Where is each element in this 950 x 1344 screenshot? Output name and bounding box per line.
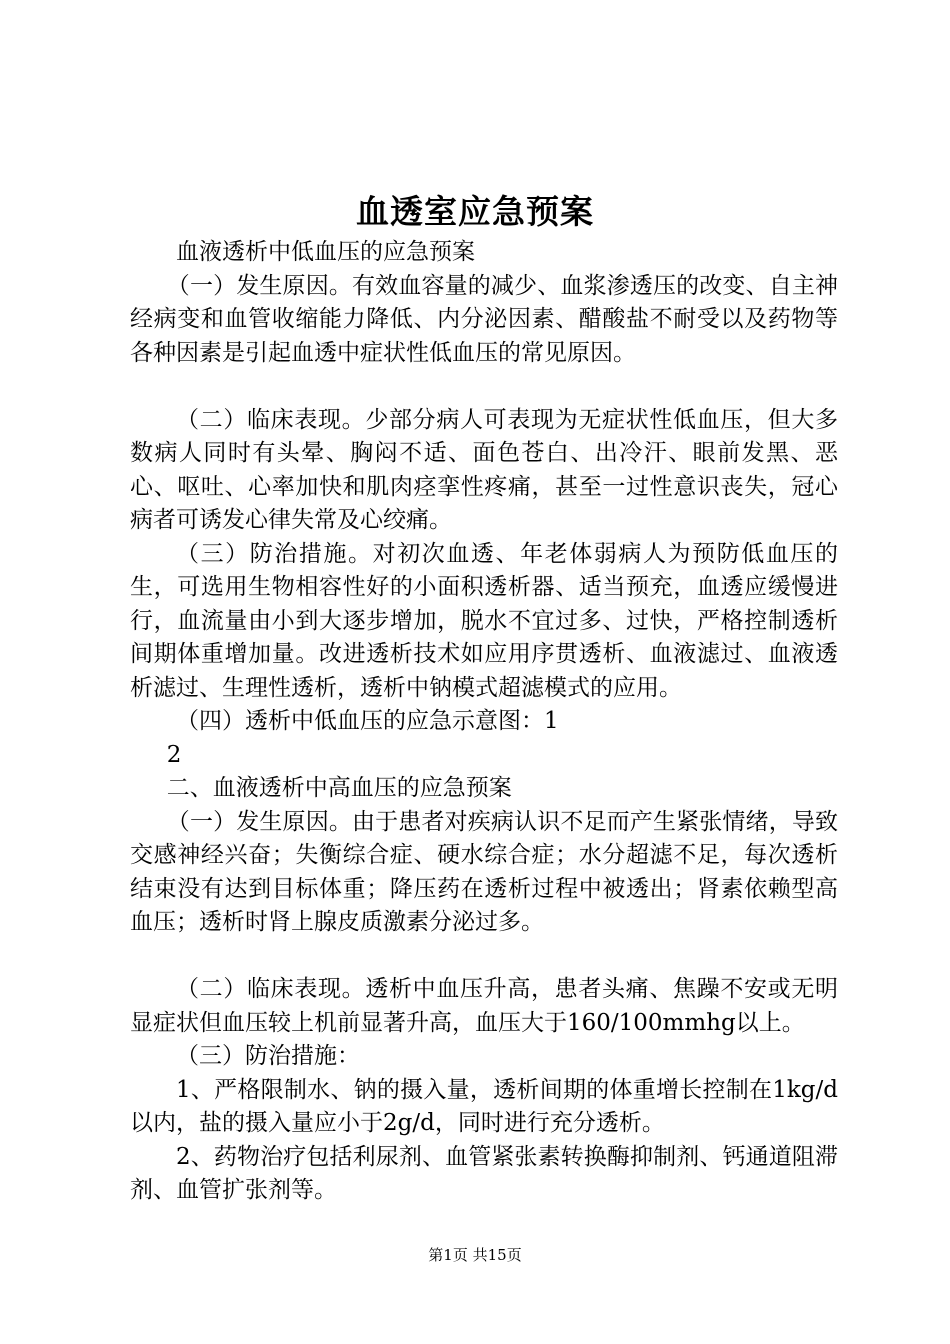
section-heading-hypertension: 二、血液透析中高血压的应急预案: [166, 775, 512, 801]
page-footer: 第1页 共15页: [428, 1246, 522, 1264]
paragraph-diagram-ref: （四）透析中低血压的应急示意图：1: [176, 708, 559, 734]
paragraph-cause-2: （一）发生原因。由于患者对疾病认识不足而产生紧张情绪，导致交感神经兴奋；失衡综合症、硬水综合症；水分超滤不足，每次透析结束没有达到目标体重；降压药在透析过程中被透出；肾素依赖型高血压；透析时肾上腺皮质激素分泌过多。: [130, 808, 838, 935]
paragraph-measures-1: （三）防治措施。对初次血透、年老体弱病人为预防低血压的生，可选用生物相容性好的小面积透析器、适当预充，血透应缓慢进行，血流量由小到大逐步增加，脱水不宜过多、过快，严格控制透析间期体重增加量。改进透析技术如应用序贯透析、血液滤过、血液透析滤过、生理性透析，透析中钠模式超滤模式的应用。: [130, 540, 838, 701]
paragraph-number: 2: [166, 741, 182, 768]
paragraph-measures-heading: （三）防治措施：: [176, 1043, 360, 1069]
paragraph-cause-1: （一）发生原因。有效血容量的减少、血浆渗透压的改变、自主神经病变和血管收缩能力降低、内分泌因素、醋酸盐不耐受以及药物等各种因素是引起血透中症状性低血压的常见原因。: [130, 272, 838, 366]
document-body: [130, 236, 838, 1208]
paragraph-symptoms-2: （二）临床表现。透析中血压升高，患者头痛、焦躁不安或无明显症状但血压较上机前显著升高，血压大于160/100mmhg以上。: [130, 976, 838, 1036]
paragraph-measure-item-1: 1、严格限制水、钠的摄入量，透析间期的体重增长控制在1kg/d以内，盐的摄入量应小于2g/d，同时进行充分透析。: [130, 1076, 838, 1136]
paragraph-measure-item-2: 2、药物治疗包括利尿剂、血管紧张素转换酶抑制剂、钙通道阻滞剂、血管扩张剂等。: [130, 1143, 838, 1203]
document-title: 血透室应急预案: [356, 192, 594, 231]
section-heading-hypotension: 血液透析中低血压的应急预案: [176, 239, 475, 265]
paragraph-symptoms-1: （二）临床表现。少部分病人可表现为无症状性低血压，但大多数病人同时有头晕、胸闷不适、面色苍白、出冷汗、眼前发黑、恶心、呕吐、心率加快和肌肉痉挛性疼痛，甚至一过性意识丧失，冠心病者可诱发心律失常及心绞痛。: [130, 406, 838, 533]
